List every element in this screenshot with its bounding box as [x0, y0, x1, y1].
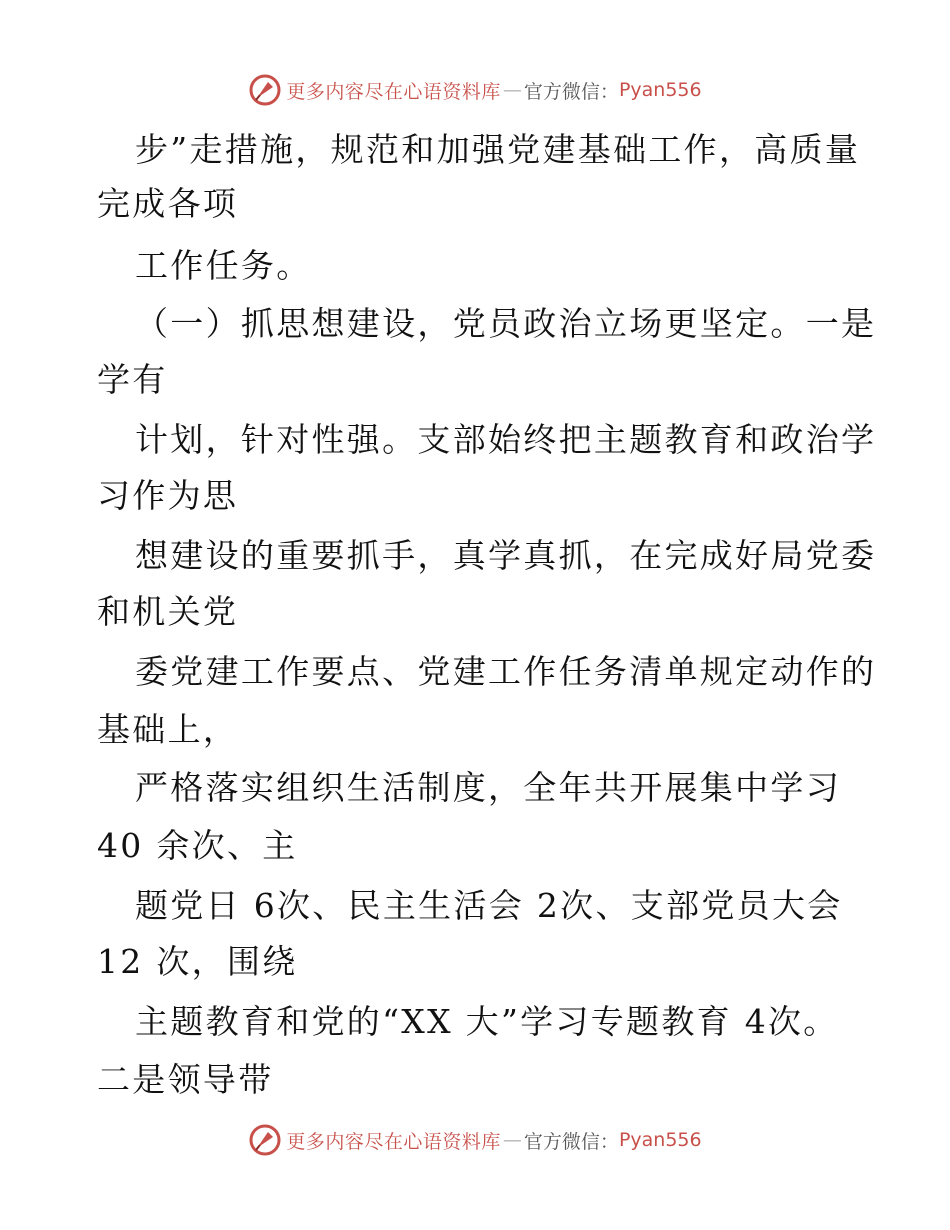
- text-line: 步”走措施，规范和加强党建基础工作，高质量: [135, 130, 861, 169]
- text-line: 习作为思: [97, 476, 239, 515]
- text-line: 基础上，: [97, 710, 239, 749]
- text-line: 题党日 6次、民主生活会 2次、支部党员大会: [135, 886, 843, 925]
- text-line: 二是领导带: [97, 1060, 274, 1099]
- watermark-label: 官方微信：: [523, 80, 619, 103]
- text-line: 委党建工作要点、党建工作任务清单规定动作的: [135, 652, 877, 691]
- text-line: 工作任务。: [135, 246, 312, 285]
- watermark-id: Pyan556: [618, 1129, 702, 1151]
- text-line: 完成各项: [97, 184, 239, 223]
- watermark-site-text: 更多内容尽在心语资料库: [286, 1130, 501, 1153]
- text-line: 想建设的重要抓手，真学真抓，在完成好局党委: [135, 536, 877, 575]
- text-line: 计划，针对性强。支部始终把主题教育和政治学: [135, 420, 877, 459]
- watermark-label: 官方微信：: [523, 1130, 619, 1153]
- watermark-id: Pyan556: [618, 79, 702, 101]
- footer-watermark: [0, 1120, 950, 1160]
- watermark-dash: —: [502, 79, 522, 101]
- text-line: 严格落实组织生活制度，全年共开展集中学习: [135, 768, 841, 807]
- text-line: 和机关党: [97, 592, 239, 631]
- text-line: （一）抓思想建设，党员政治立场更坚定。一是: [135, 304, 877, 343]
- header-watermark: [0, 70, 950, 110]
- watermark-dash: —: [502, 1129, 522, 1151]
- pen-nib-circle-icon: [248, 1123, 282, 1157]
- text-line: 12 次，围绕: [97, 942, 298, 981]
- watermark-site-text: 更多内容尽在心语资料库: [286, 80, 501, 103]
- text-line: 学有: [97, 360, 168, 399]
- text-line: 主题教育和党的“XX 大”学习专题教育 4次。: [135, 1002, 839, 1041]
- pen-nib-circle-icon: [248, 73, 282, 107]
- text-line: 40 余次、主: [97, 826, 298, 865]
